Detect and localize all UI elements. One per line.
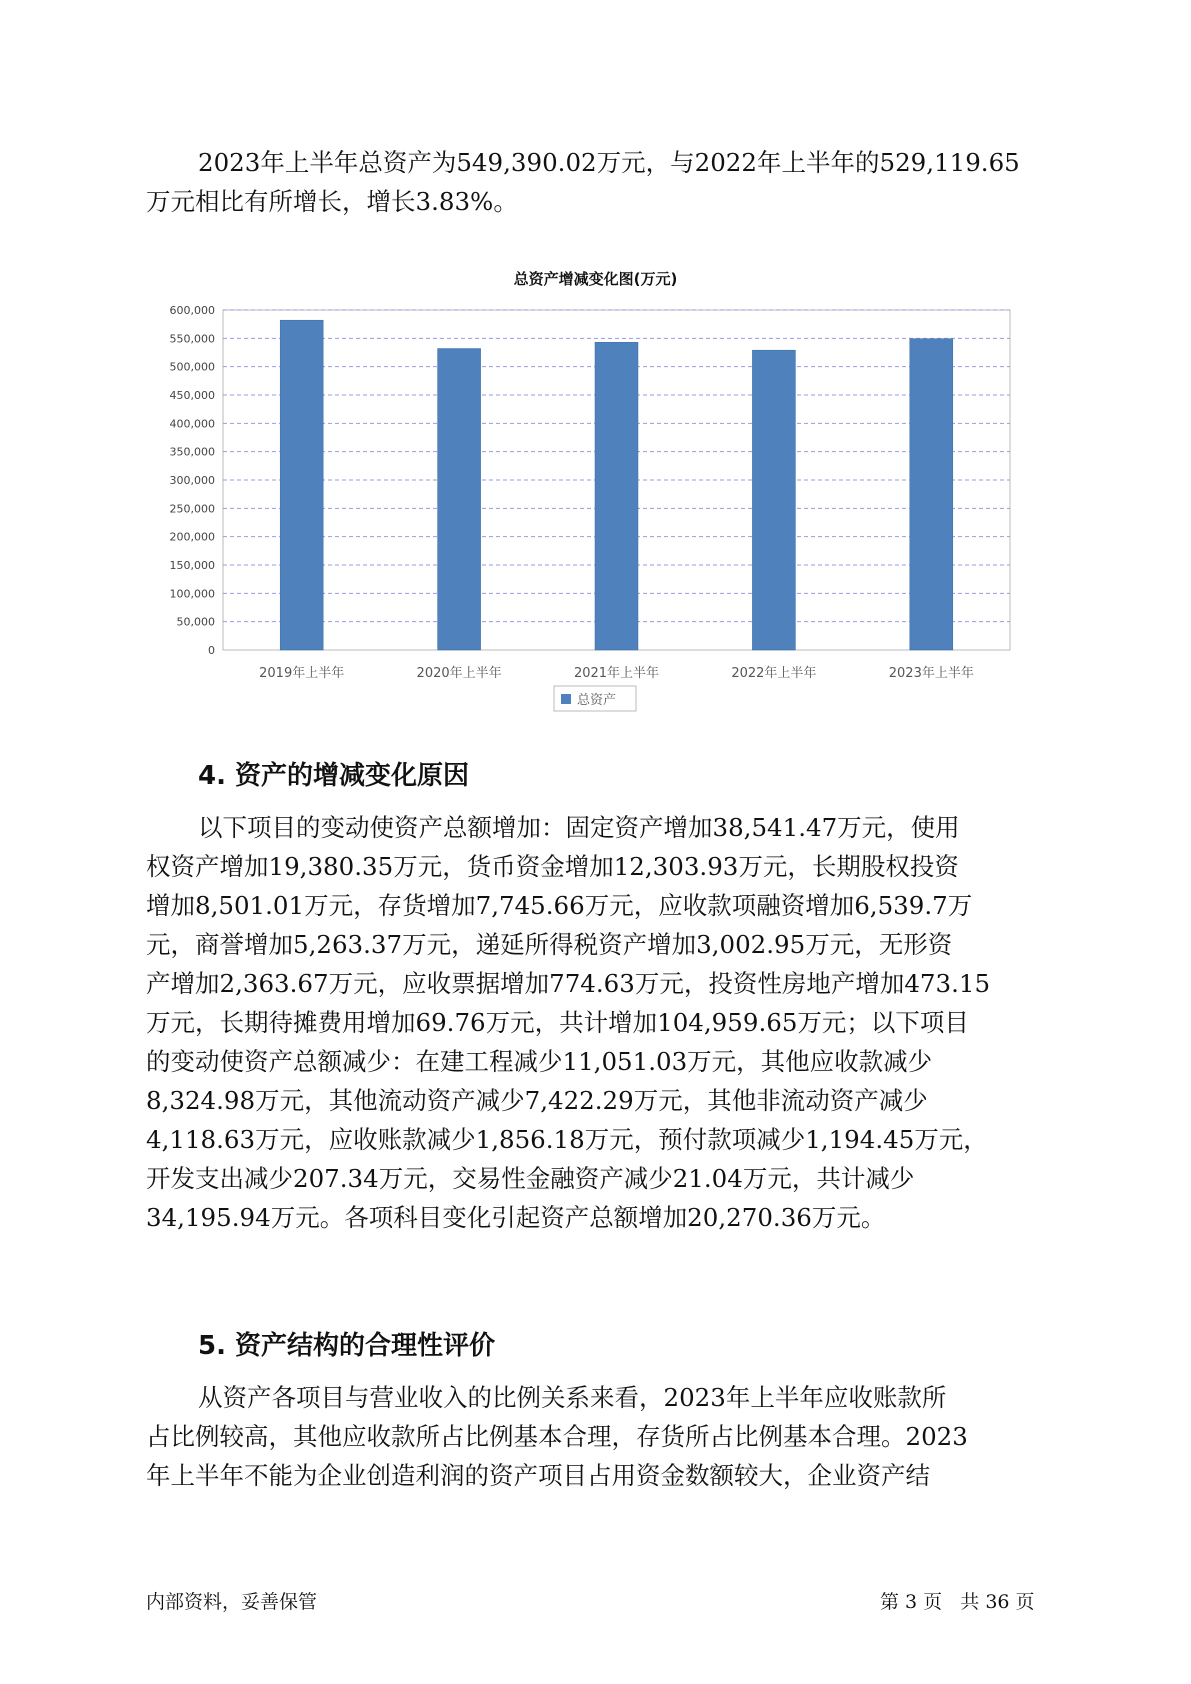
legend xyxy=(554,686,636,711)
y-tick-label: 450,000 xyxy=(169,389,215,402)
chart-title: 总资产增减变化图(万元) xyxy=(513,270,678,288)
x-tick-label: 2019年上半年 xyxy=(259,666,345,681)
bar-chart xyxy=(0,0,1191,708)
y-tick-label: 300,000 xyxy=(169,474,215,487)
legend-label: 总资产 xyxy=(577,693,617,708)
y-tick-label: 350,000 xyxy=(169,445,215,459)
text-line: 产增加2,363.67万元，应收票据增加774.63万元，投资性房地产增加473.15 xyxy=(146,969,991,998)
bar xyxy=(910,339,953,650)
text-line: 34,195.94万元。各项科目变化引起资产总额增加20,270.36万元。 xyxy=(146,1203,886,1232)
bar xyxy=(595,342,638,650)
x-tick-label: 2022年上半年 xyxy=(731,666,817,681)
x-tick-label: 2023年上半年 xyxy=(888,666,974,681)
section-4-paragraph xyxy=(146,808,1051,1237)
bar xyxy=(280,320,323,650)
text-line: 开发支出减少207.34万元，交易性金融资产减少21.04万元，共计减少 xyxy=(146,1164,915,1193)
text-line: 以下项目的变动使资产总额增加：固定资产增加38,541.47万元，使用 xyxy=(198,813,960,842)
y-tick-label: 200,000 xyxy=(169,530,215,544)
x-tick-label: 2021年上半年 xyxy=(573,666,660,681)
text-line: 元，商誉增加5,263.37万元，递延所得税资产增加3,002.95万元，无形资 xyxy=(146,930,953,959)
text-line: 增加8,501.01万元，存货增加7,745.66万元，应收款项融资增加6,539.7万 xyxy=(146,891,973,920)
text-line: 2023年上半年总资产为549,390.02万元，与2022年上半年的529,119.65 xyxy=(198,148,1020,177)
section-4-heading: 4. 资产的增减变化原因 xyxy=(198,761,470,791)
x-tick-label: 2020年上半年 xyxy=(416,666,502,681)
section-5-paragraph xyxy=(146,1378,1051,1495)
text-line: 万元相比有所增长，增长3.83%。 xyxy=(146,187,518,216)
footer-left: 内部资料，妥善保管 xyxy=(146,1591,318,1613)
footer-page-number: 第 3 页 共 36 页 xyxy=(880,1591,1035,1613)
bar xyxy=(438,349,481,650)
text-line: 占比例较高，其他应收款所占比例基本合理，存货所占比例基本合理。2023 xyxy=(146,1422,968,1451)
y-tick-label: 600,000 xyxy=(169,304,215,317)
y-tick-label: 550,000 xyxy=(169,332,215,346)
text-line: 的变动使资产总额减少：在建工程减少11,051.03万元，其他应收款减少 xyxy=(146,1047,933,1076)
bar xyxy=(752,350,795,650)
y-tick-label: 50,000 xyxy=(176,615,215,629)
y-axis-ticks xyxy=(170,304,216,657)
text-line: 从资产各项目与营业收入的比例关系来看，2023年上半年应收账款所 xyxy=(198,1383,947,1412)
text-line: 8,324.98万元，其他流动资产减少7,422.29万元，其他非流动资产减少 xyxy=(146,1086,928,1115)
y-tick-label: 0 xyxy=(208,644,215,657)
y-tick-label: 250,000 xyxy=(169,502,215,516)
text-line: 4,118.63万元，应收账款减少1,856.18万元，预付款项减少1,194.45万元， xyxy=(146,1125,988,1154)
text-line: 权资产增加19,380.35万元，货币资金增加12,303.93万元，长期股权投资 xyxy=(146,852,959,881)
x-axis-ticks xyxy=(259,665,974,681)
legend-swatch xyxy=(561,694,571,704)
y-tick-label: 500,000 xyxy=(169,360,215,374)
text-line: 年上半年不能为企业创造利润的资产项目占用资金数额较大，企业资产结 xyxy=(146,1461,930,1490)
section-5-heading: 5. 资产结构的合理性评价 xyxy=(198,1331,496,1361)
y-tick-label: 150,000 xyxy=(169,559,215,572)
text-line: 万元，长期待摊费用增加69.76万元，共计增加104,959.65万元；以下项目 xyxy=(146,1008,969,1037)
y-tick-label: 100,000 xyxy=(169,587,215,601)
y-tick-label: 400,000 xyxy=(169,417,215,431)
